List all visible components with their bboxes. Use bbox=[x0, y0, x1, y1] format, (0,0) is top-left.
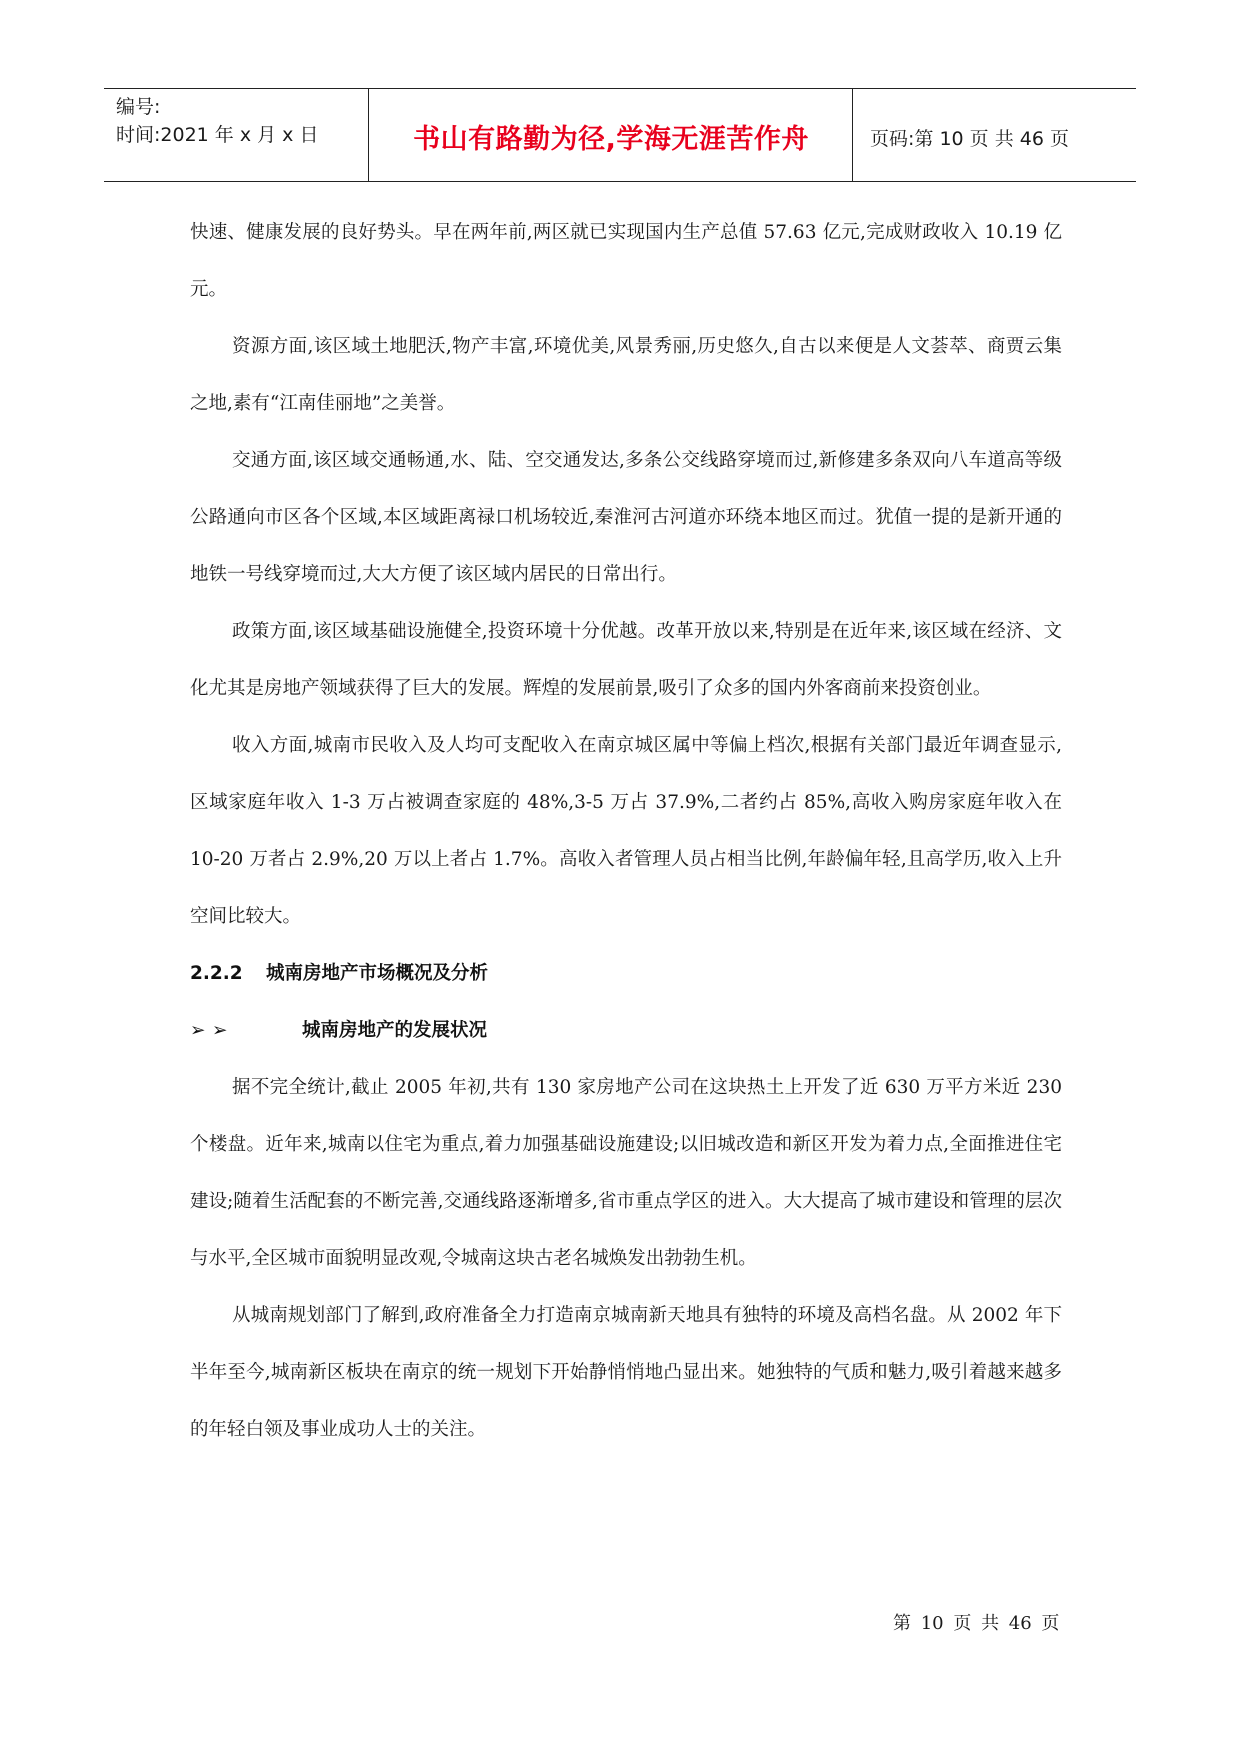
section-heading bbox=[190, 945, 1062, 1002]
paragraph-continuation: 快速、健康发展的良好势头。早在两年前,两区就已实现国内生产总值 57.63 亿元,完成财政收入 10.19 亿元。 bbox=[190, 222, 1062, 300]
page-footer: 第 10 页 共 46 页 bbox=[893, 1613, 1060, 1634]
bullet-arrow-icon: ➢ ➢ bbox=[190, 1020, 228, 1041]
header-divider-right bbox=[852, 89, 853, 181]
header-meta bbox=[116, 93, 318, 149]
section-number: 2.2.2 bbox=[190, 963, 243, 984]
document-body bbox=[190, 204, 1062, 1458]
paragraph-planning: 从城南规划部门了解到,政府准备全力打造南京城南新天地具有独特的环境及高档名盘。从 2002 年下半年至今,城南新区板块在南京的统一规划下开始静悄悄地凸显出来。她独特的气质和魅力,吸引着越来越多的年轻白领及事业成功人士的关注。 bbox=[190, 1305, 1062, 1440]
header-divider-left bbox=[368, 89, 369, 181]
section-title: 城南房地产市场概况及分析 bbox=[266, 963, 489, 984]
paragraph-policy: 政策方面,该区域基础设施健全,投资环境十分优越。改革开放以来,特别是在近年来,该区域在经济、文化尤其是房地产领域获得了巨大的发展。辉煌的发展前景,吸引了众多的国内外客商前来投资创业。 bbox=[190, 621, 1062, 699]
doc-time-label: 时间:2021 年 x 月 x 日 bbox=[116, 124, 319, 146]
header-page-number: 页码:第 10 页 共 46 页 bbox=[870, 128, 1069, 150]
doc-number-label: 编号: bbox=[116, 96, 161, 118]
page-header bbox=[104, 88, 1136, 182]
paragraph-transport: 交通方面,该区域交通畅通,水、陆、空交通发达,多条公交线路穿境而过,新修建多条双向八车道高等级公路通向市区各个区域,本区域距离禄口机场较近,秦淮河古河道亦环绕本地区而过。犹值一提的是新开通的地铁一号线穿境而过,大大方便了该区域内居民的日常出行。 bbox=[190, 450, 1062, 585]
subsection-title: 城南房地产的发展状况 bbox=[302, 1020, 488, 1041]
subsection-heading bbox=[190, 1002, 1062, 1059]
paragraph-income: 收入方面,城南市民收入及人均可支配收入在南京城区属中等偏上档次,根据有关部门最近年调查显示,区域家庭年收入 1-3 万占被调查家庭的 48%,3-5 万占 37.9%,二者约占 85%,高收入购房家庭年收入在 10-20 万者占 2.9%,20 万以上者占 1.7%。高收入者管理人员占相当比例,年龄偏年轻,且高学历,收入上升空间比较大。 bbox=[190, 735, 1062, 927]
paragraph-resources: 资源方面,该区域土地肥沃,物产丰富,环境优美,风景秀丽,历史悠久,自古以来便是人文荟萃、商贾云集之地,素有“江南佳丽地”之美誉。 bbox=[190, 336, 1062, 414]
paragraph-development: 据不完全统计,截止 2005 年初,共有 130 家房地产公司在这块热土上开发了近 630 万平方米近 230 个楼盘。近年来,城南以住宅为重点,着力加强基础设施建设;以旧城改造和新区开发为着力点,全面推进住宅建设;随着生活配套的不断完善,交通线路逐渐增多,省市重点学区的进入。大大提高了城市建设和管理的层次与水平,全区城市面貌明显改观,令城南这块古老名城焕发出勃勃生机。 bbox=[190, 1077, 1062, 1269]
header-motto: 书山有路勤为径,学海无涯苦作舟 bbox=[413, 124, 809, 155]
